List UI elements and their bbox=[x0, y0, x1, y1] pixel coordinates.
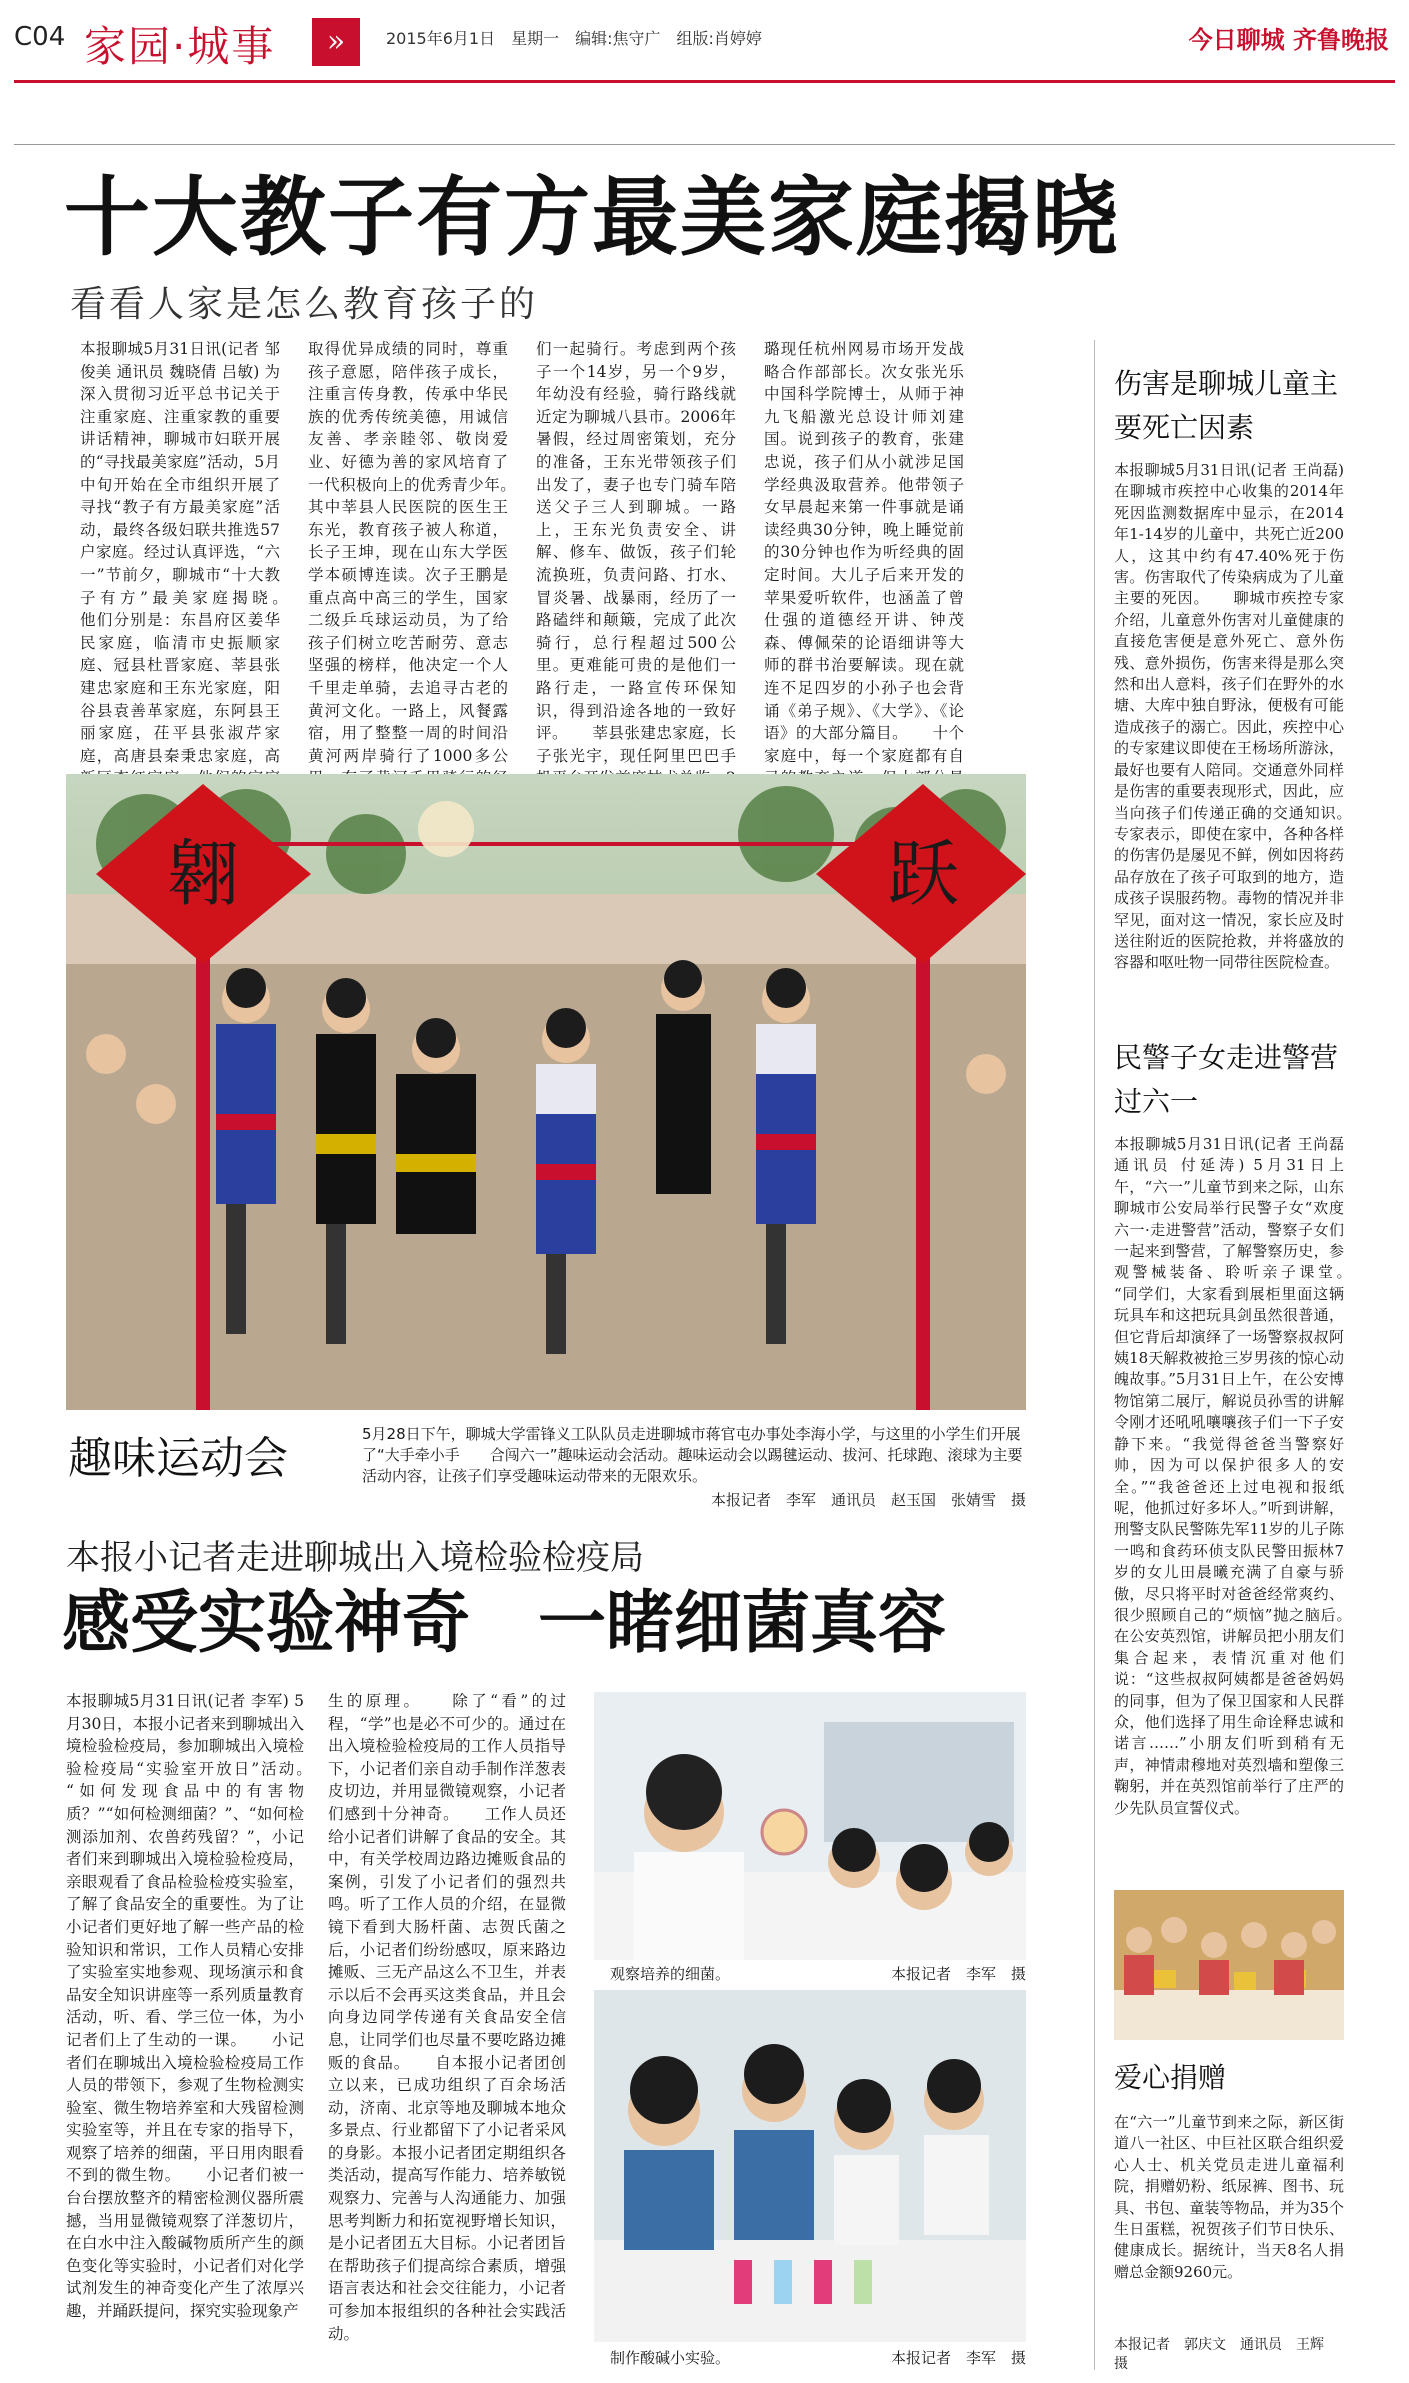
story2-column-2: 生的原理。 除了“看”的过程，“学”也是必不可少的。通过在出入境检验检疫局的工作人员指导下，小记者们亲自动手制作洋葱表皮切边，并用显微镜观察，小记者们感到十分神奇。 工作人员还给小记者们讲解了食品的安全。其中，有关学校周边路边摊贩食品的案例，引发了小记者们的强烈共鸣。听了工作人员的介绍，在显微镜下看到大肠杆菌、志贺氏菌之后，小记者们纷纷感叹，原来路边摊贩、三无产品这么不卫生，并表示以后不会再买这类食品，并且会向身边同学传递有关食品安全信息，让同学们也尽量不要吃路边摊贩的食品。 自本报小记者团创立以来，已成功组织了百余场活动，济南、北京等地及聊城本地众多景点、行业都留下了小记者采风的身影。本报小记者团定期组织各类活动，提高写作能力、培养敏锐观察力、完善与人沟通能力、加强思考判断力和拓宽视野增长知识，是小记者团五大目标。小记者团旨在帮助孩子们提高综合素质，增强语言表达和社会交往能力，小记者可参加本报组织的各种社会实践活动。 bbox=[328, 1692, 566, 2343]
photo-a-caption: 观察培养的细菌。 bbox=[610, 1965, 731, 1983]
lead-column-1: 本报聊城5月31日讯(记者 邹俊美 通讯员 魏晓倩 吕敏) 为深入贯彻习近平总书记关于注重家庭、注重家教的重要讲话精神，聊城市妇联开展的“寻找最美家庭”活动，5月中旬开始在全市组织开展了寻找“教子有方最美家庭”活动，最终各级妇联共推选57户家庭。经过认真评选，“六一”节前夕，聊城市“十大教子有方”最美家庭揭晓。 他们分别是：东昌府区姜华民家庭，临清市史振顺家庭、冠县杜晋家庭、莘县张建忠家庭和王东光家庭，阳谷县袁善革家庭，东阿县王丽家庭，茌平县张淑芹家庭，高唐县秦秉忠家庭，高 bbox=[80, 340, 280, 765]
issue-meta: 2015年6月1日 星期一 编辑:焦守广 组版:肖婷婷 bbox=[386, 29, 762, 48]
banner-left-text: 翱 bbox=[166, 832, 240, 916]
story2-headline: 感受实验神奇 一睹细菌真容 bbox=[62, 1584, 947, 1663]
photo-a-credit: 本报记者 李军 摄 bbox=[890, 1965, 1026, 1983]
header-rule-thin bbox=[14, 144, 1395, 145]
sidebar-text-donation: 在“六一”儿童节到来之际，新区街道八一社区、中巨社区联合组织爱心人士、机关党员走进儿童福利院，捐赠奶粉、纸尿裤、图书、玩具、书包、童装等物品，并为35个生日蛋糕，祝贺孩子们节日快乐、健康成长。据统计，当天8名人捐赠总金额9260元。 bbox=[1114, 2113, 1344, 2281]
lead-subhead: 看看人家是怎么教育孩子的 bbox=[70, 284, 539, 325]
donation-photo bbox=[1114, 1890, 1344, 2040]
page-number: C04 bbox=[14, 22, 66, 52]
donation-illustration bbox=[1114, 1890, 1344, 2040]
photo1-title: 趣味运动会 bbox=[68, 1433, 288, 1484]
lead-column-4: 璐现任杭州网易市场开发战略合作部部长。次女张光乐中国科学院博士，从师于神九飞船激光总设计师刘建国。说到孩子的教育，张建忠说，孩子们从小就涉足国学经典汲取营养。他带领子女早晨起来第一件事就是诵读经典30分钟，晚上睡觉前的30分钟也作为听经典的固定时间。大儿子后来开发的苹果爱听软件，也涵盖了曾仕强的道德经开讲、钟茂森、傅佩荣的论语细讲等大师的群书治要解读。现在就连不足四岁的小孙子也会背诵《弟子规》、《大学》、《论语》的大部分篇目。 十个家庭中，每一个家庭都有自 bbox=[764, 340, 964, 765]
sidebar-title-donation: 爱心捐赠 bbox=[1114, 2061, 1227, 2094]
story2-column-1: 本报聊城5月31日讯(记者 李军) 5月30日，本报小记者来到聊城出入境检验检疫局，参加聊城出入境检验检疫局“实验室开放日”活动。 “如何发现食品中的有害物质？”“如何检测细菌？”、“如何检测添加剂、农兽药残留？”，小记者们来到聊城出入境检验检疫局，亲眼观看了食品检验检疫实验室，了解了食品安全的重要性。为了让小记者们更好地了解一些产品的检验知识和常识，工作人员精心安排了实验室实地参观、现场演示和食品安全知识讲座等一系列质量教育活动，听、看、学三位一体，为小记者们上了生动的一课。 小记者们在聊城出入境检验检疫局工作人员的带领下，参观了生物检测实验室、微生物培养室和大残留检测实验室等，并且在专家的指导下，观察了培养的细菌，平日用肉眼看不到的微生物。 小记者们被一台台摆放整齐的精密检测仪器所震撼，当用显微镜观察了洋葱切片，在白水中注入酸碱物质所产生的颜色变化等实验时，小记者们对化学试剂发生的神奇变化产生了浓厚兴趣，并踊跃提问，探究实验现象产 bbox=[66, 1692, 336, 2321]
sidebar-divider bbox=[1094, 340, 1095, 2370]
banner-right-text: 跃 bbox=[886, 832, 960, 916]
photo1-caption: 5月28日下午，聊城大学雷锋义工队队员走进聊城市蒋官屯办事处李海小学，与这里的小学生们开展了“大手牵小手 合闯六一”趣味运动会活动。趣味运动会以踢毽运动、拔河、托球跑、滚球为主要活动内容，让孩子们享受趣味运动带来的无限欢乐。 bbox=[362, 1425, 1023, 1485]
lab-photo-experiment bbox=[594, 1990, 1026, 2342]
paper-name: 今日聊城 齐鲁晚报 bbox=[1188, 26, 1389, 54]
sidebar-text-injury: 本报聊城5月31日讯(记者 王尚磊) 在聊城市疾控中心收集的2014年死因监测数据库中显示，在2014年1-14岁的儿童中，共死亡近200人，这其中约有47.40%死于伤害。伤害取代了传染病成为了儿童主要的死因。 聊城市疾控专家介绍，儿童意外伤害对儿童健康的直接危害便是意外死亡、意外伤残、意外损伤，伤害来得是那么突然和出人意料，孩子们在野外的水塘、大库中独自野泳，便极有可能造成孩子的溺亡。因此，疾控中心的专家建议即使在王杨场所游泳，最好也要有人陪同。交通意外同样是伤害的重要表现形式，因此，应当向孩子们传递正确的交通知识。 专家表示，即使在家中，各种各样的伤害仍是屡见不鲜，例如因将药品存放在了孩子可取到的地方，造成孩子误服药物。毒物的情况并非罕见，面对这一情况，家长应及时送往附近的医院抢救，并将盛放的容器和呕吐物一同带往医院检查。 bbox=[1114, 461, 1375, 972]
photo-b-caption: 制作酸碱小实验。 bbox=[610, 2349, 731, 2367]
sidebar-title-injury: 伤害是聊城儿童主要死亡因素 bbox=[1114, 367, 1339, 444]
sports-day-photo bbox=[66, 774, 1026, 1410]
sidebar-credit-donation: 本报记者 郭庆文 通讯员 王辉 摄 bbox=[1114, 2337, 1338, 2372]
header-rule bbox=[14, 80, 1395, 83]
lead-column-2: 取得优异成绩的同时，尊重孩子意愿，陪伴孩子成长，注重言传身教，传承中华民族的优秀传统美德，用诚信友善、孝亲睦邻、敬岗爱业、好德为善的家风培育了一代积极向上的优秀青少年。 其中莘县人民医院的医生王东光，教育孩子被人称道，长子王坤，现在山东大学医学本硕博连读。次子王鹏是重点高中高三的学生，国家二级乒乓球运动员，为了给孩子们树立吃苦耐劳、意志坚强的榜样，他决定一个人千里走单骑，去追寻古老的黄河文化。一路上，风餐露宿，用了整整一周的时间沿黄河两岸骑行了1000多公 bbox=[308, 340, 508, 765]
lab-photo-bacteria bbox=[594, 1692, 1026, 1960]
photo-b-credit: 本报记者 李军 摄 bbox=[890, 2349, 1026, 2367]
photo1-credit: 本报记者 李军 通讯员 赵玉国 张婧雪 摄 bbox=[710, 1491, 1026, 1509]
section-arrow-icon: » bbox=[312, 18, 360, 66]
lab-illustration-a bbox=[594, 1692, 1026, 1960]
lead-headline: 十大教子有方最美家庭揭晓 bbox=[64, 168, 1120, 268]
section-title: 家园·城事 bbox=[84, 22, 276, 71]
lead-column-3: 们一起骑行。考虑到两个孩子一个14岁，另一个9岁，年幼没有经验，骑行路线就近定为聊城八县市。2006年暑假，经过周密策划，充分的准备，王东光带领孩子们出发了，妻子也专门骑车陪送父子三人到聊城。一路上，王东光负责安全、讲解、修车、做饭，孩子们轮流换班，负责问路、打水、冒炎暑、战暴雨，经历了一路磕绊和颠簸，完成了此次骑行，总行程超过500公里。更难能可贵的是他们一路行走，一路宣传环保知识，得到沿途各地的一致好评。 莘县张建忠家庭，长子张光宇，现任阿里巴巴手 bbox=[536, 340, 736, 765]
sidebar-text-police: 本报聊城5月31日讯(记者 王尚磊 通讯员 付延涛) 5月31日上午，“六一”儿童节到来之际，山东聊城市公安局举行民警子女“欢度六一·走进警营”活动，警察子女们一起来到警营，了解警察历史，参观警械装备、聆听亲子课堂。 “同学们，大家看到展柜里面这辆玩具车和这把玩具剑虽然很普通，但它背后却演绎了一场警察叔叔阿姨18天解救被抢三岁男孩的惊心动魄故事。”5月31日上午，在公安博物馆第二展厅，解说员孙雪的讲解令刚才还吼吼嚷嚷孩子们一下子安静下来。“我觉得爸爸当警察好帅，因为可以保护很多人的安全。”“我爸爸还上过电视和报纸呢，他抓过好多坏人。”听到讲解，刑警支队民警陈先军11岁的儿子陈一鸣和食药环侦支队民警田振林7岁的女儿田晨曦充满了自豪与骄傲，尽只将平时对爸爸经常爽约、很少照顾自己的“烦恼”抛之脑后。 在公安英烈馆，讲解员把小朋友们集合起来，表情沉重对他们说：“这些叔叔阿姨都是爸爸妈妈的同事，但为了保卫国家和人民群众，他们选择了用生命诠释忠诚和诺言……”小朋友们听到稍有无声，神情肃穆地对英烈墙和塑像三鞠躬，并在英烈馆前举行了庄严的少先队员宣誓仪式。 bbox=[1114, 1135, 1375, 1817]
story2-kicker: 本报小记者走进聊城出入境检验检疫局 bbox=[66, 1538, 644, 1578]
sidebar-title-police: 民警子女走进警营过六一 bbox=[1114, 1041, 1339, 1118]
lab-illustration-b bbox=[594, 1990, 1026, 2342]
sports-day-illustration bbox=[66, 774, 1026, 1410]
